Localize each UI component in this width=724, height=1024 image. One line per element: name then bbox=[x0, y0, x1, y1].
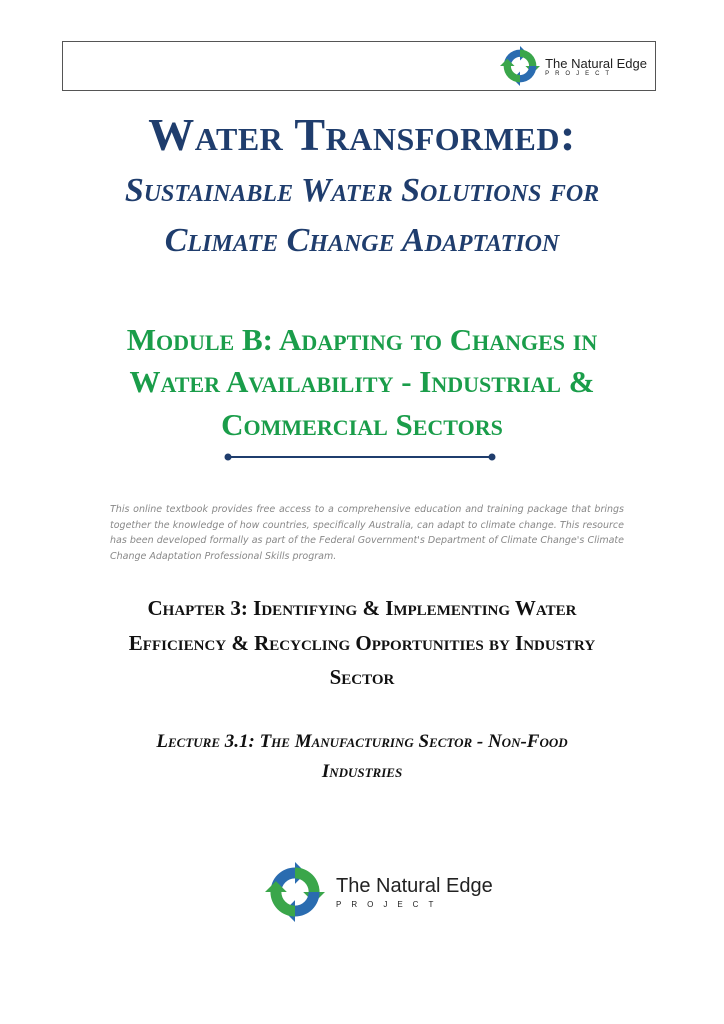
chapter-line-1: Chapter 3: Identifying & Implementing Water bbox=[147, 596, 577, 620]
header-box bbox=[62, 41, 656, 91]
chapter-line-3: Sector bbox=[329, 665, 395, 689]
natural-edge-logo-icon bbox=[499, 46, 541, 86]
lecture-line-1: Lecture 3.1: The Manufacturing Sector - Non-Food bbox=[156, 731, 568, 752]
module-line-3: Commercial Sectors bbox=[221, 407, 503, 442]
subtitle-line-2: Climate Change Adaptation bbox=[164, 222, 560, 259]
footer-logo-name: The Natural Edge bbox=[336, 875, 493, 897]
divider-line bbox=[224, 453, 496, 461]
footer-logo bbox=[262, 862, 493, 922]
header-logo bbox=[499, 46, 647, 86]
header-logo-sub: PROJECT bbox=[545, 70, 616, 77]
chapter-line-2: Efficiency & Recycling Opportunities by Industry bbox=[128, 631, 596, 655]
document-title: Water Transformed: bbox=[148, 109, 576, 160]
lecture-line-2: Industries bbox=[321, 761, 403, 782]
footer-logo-sub: PROJECT bbox=[336, 900, 444, 909]
module-line-1: Module B: Adapting to Changes in bbox=[126, 322, 598, 357]
intro-paragraph: This online textbook provides free access to a comprehensive education and training package that brings together the knowledge of how countries, specifically Australia, can adapt to climate change. This resource has been developed formally as part of the Federal Government's Department of Climate Change's Climate Change Adaptation Professional Skills program. bbox=[110, 504, 624, 562]
subtitle-line-1: Sustainable Water Solutions for bbox=[124, 172, 600, 209]
natural-edge-logo-icon bbox=[262, 862, 328, 922]
header-logo-name: The Natural Edge bbox=[545, 55, 647, 71]
module-line-2: Water Availability - Industrial & bbox=[129, 364, 595, 399]
